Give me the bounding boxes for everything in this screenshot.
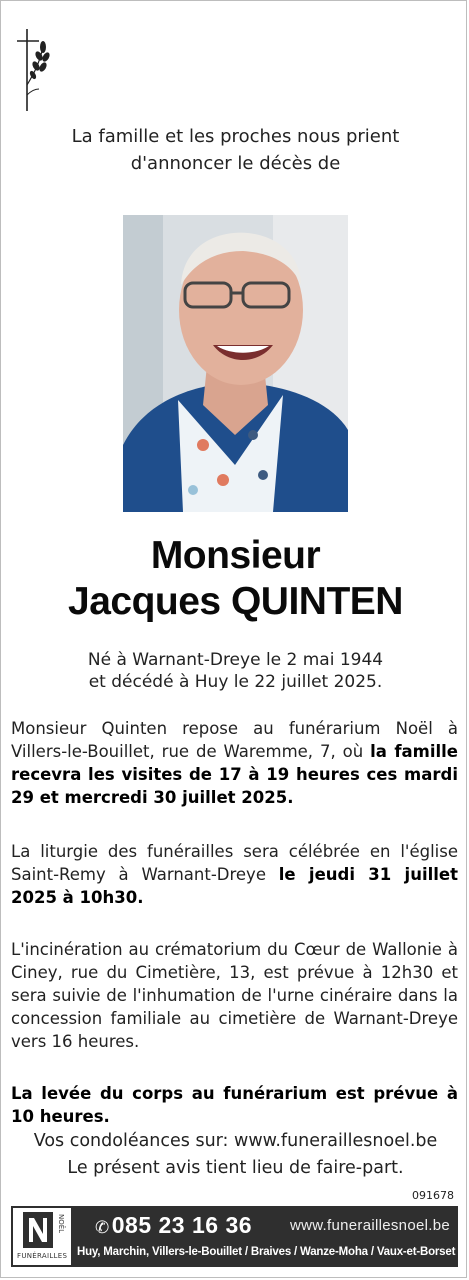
cross-wheat-icon: [13, 25, 53, 115]
visitation-text: Monsieur Quinten repose au funérarium Noël à Villers-le-Bouillet, rue de Waremme, 7, où: [11, 719, 458, 761]
body-removal-paragraph: [11, 1082, 458, 1128]
intro-text: [1, 123, 469, 177]
visitation-bold-text: la famille recevra les visites de 17 à 19 heures ces mardi 29 et mercredi 30 juillet 2025.: [11, 742, 458, 807]
body-removal-text: La levée du corps au funérarium est prévue à 10 heures.: [11, 1084, 458, 1126]
cremation-paragraph: L'incinération au crématorium du Cœur de Wallonie à Ciney, rue du Cimetière, 13, est prévue à 12h30 et sera suivie de l'inhumation de l'urne cinéraire dans la concession familiale au cimetière de Warnant-Dreye vers 16 heures.: [11, 940, 458, 1051]
liturgy-paragraph: [11, 840, 458, 909]
logo-noel-text: NOËL: [57, 1214, 65, 1234]
life-dates: [1, 649, 469, 693]
website-text: www.funeraillesnoel.be: [289, 1217, 450, 1234]
funeral-home-logo: [13, 1208, 71, 1265]
birth-line: Né à Warnant-Dreye le 2 mai 1944: [87, 650, 384, 670]
notice-line: Le présent avis tient lieu de faire-part.: [67, 1158, 404, 1178]
locations-text: Huy, Marchin, Villers-le-Bouillet / Braives / Wanze-Moha / Vaux-et-Borset: [77, 1246, 456, 1258]
condolences-line: Vos condoléances sur: www.funeraillesnoel.be: [33, 1131, 438, 1151]
deceased-name-block: [1, 533, 469, 625]
honorific-title: Monsieur: [150, 534, 321, 577]
phone-number: [95, 1212, 252, 1239]
liturgy-text: La liturgie des funérailles sera célébrée en l'église Saint-Remy à Warnant-Dreye: [11, 842, 458, 884]
reference-number: 091678: [412, 1189, 454, 1202]
phone-number-text: 085 23 16 36: [111, 1212, 253, 1238]
liturgy-bold-text: le jeudi 31 juillet 2025 à 10h30.: [11, 865, 458, 907]
visitation-paragraph: [11, 717, 458, 809]
intro-line-1: La famille et les proches nous prient: [71, 126, 400, 147]
intro-line-2: d'annoncer le décès de: [130, 153, 341, 174]
phone-icon: ✆: [95, 1218, 110, 1237]
n-logo-icon: [23, 1212, 53, 1248]
deceased-name: Jacques QUINTEN: [68, 580, 403, 623]
funeral-home-footer: [11, 1206, 458, 1267]
death-line: et décédé à Huy le 22 juillet 2025.: [88, 672, 383, 692]
logo-brand-text: FUNÉRAILLES: [17, 1252, 68, 1260]
portrait-photo: [123, 215, 348, 512]
